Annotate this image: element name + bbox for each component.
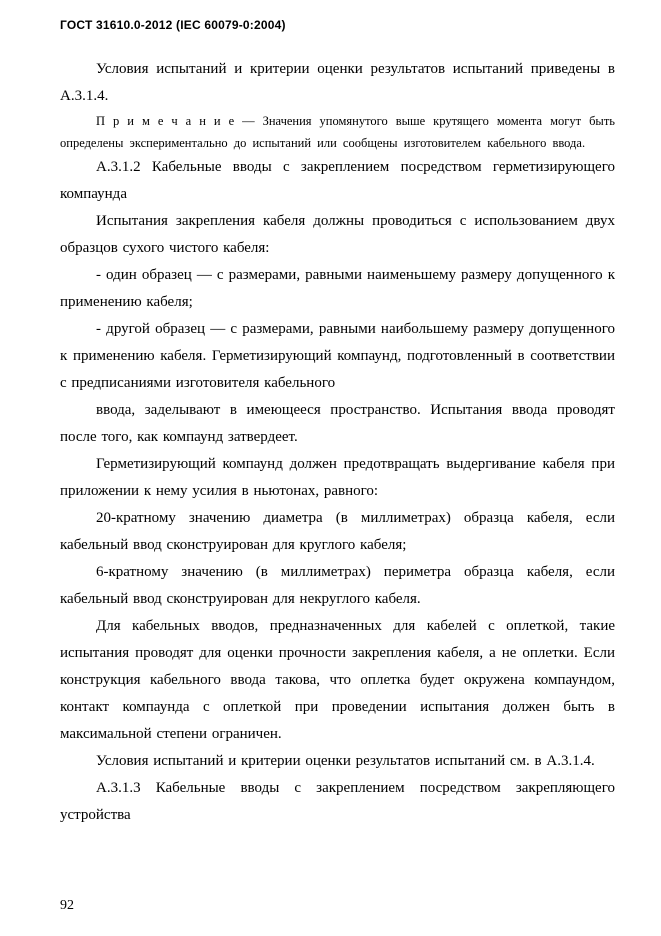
page-number: 92 [60, 898, 74, 913]
document-body [60, 56, 615, 829]
document-header-title: ГОСТ 31610.0-2012 (IEC 60079-0:2004) [60, 18, 286, 32]
note-paragraph: П р и м е ч а н и е — Значения упомянутого выше крутящего момента могут быть определены экспериментально до испытаний или сообщены изготовителем кабельного ввода. [60, 114, 615, 150]
paragraph-compound-filling: ввода, заделывают в имеющееся пространство. Испытания ввода проводят после того, как компаунд затвердеет. [60, 402, 615, 445]
list-item-first-sample: - один образец — с размерами, равными наименьшему размеру допущенного к применению кабеля; [60, 267, 615, 310]
list-item-second-sample: - другой образец — с размерами, равными наибольшему размеру допущенного к применению кабеля. Герметизирующий компаунд, подготовленный в соответствии с предписаниями изготовителя кабельного [60, 321, 615, 391]
paragraph-compound-requirement: Герметизирующий компаунд должен предотвращать выдергивание кабеля при приложении к нему усилия в ньютонах, равного: [60, 456, 615, 499]
paragraph-noncircular-cable-force: 6-кратному значению (в миллиметрах) периметра образца кабеля, если кабельный ввод сконструирован для некруглого кабеля. [60, 564, 615, 607]
paragraph-braided-cables: Для кабельных вводов, предназначенных для кабелей с оплеткой, такие испытания проводят для оценки прочности закрепления кабеля, а не оплетки. Если конструкция кабельного ввода такова, что оплетка будет окружена компаундом, контакт компаунда с оплеткой при проведении испытания должен быть в максимальной степени ограничен. [60, 618, 615, 742]
paragraph-see-a314: Условия испытаний и критерии оценки результатов испытаний см. в А.3.1.4. [96, 753, 595, 769]
clause-heading-a312: А.3.1.2 Кабельные вводы с закреплением посредством герметизирующего компаунда [60, 159, 615, 202]
paragraph-test-conditions-ref: Условия испытаний и критерии оценки результатов испытаний приведены в А.3.1.4. [60, 61, 615, 104]
clause-heading-a313: А.3.1.3 Кабельные вводы с закреплением посредством закрепляющего устройства [60, 780, 615, 823]
paragraph-round-cable-force: 20-кратному значению диаметра (в миллиметрах) образца кабеля, если кабельный ввод сконструирован для круглого кабеля; [60, 510, 615, 553]
paragraph-two-samples: Испытания закрепления кабеля должны проводиться с использованием двух образцов сухого чистого кабеля: [60, 213, 615, 256]
